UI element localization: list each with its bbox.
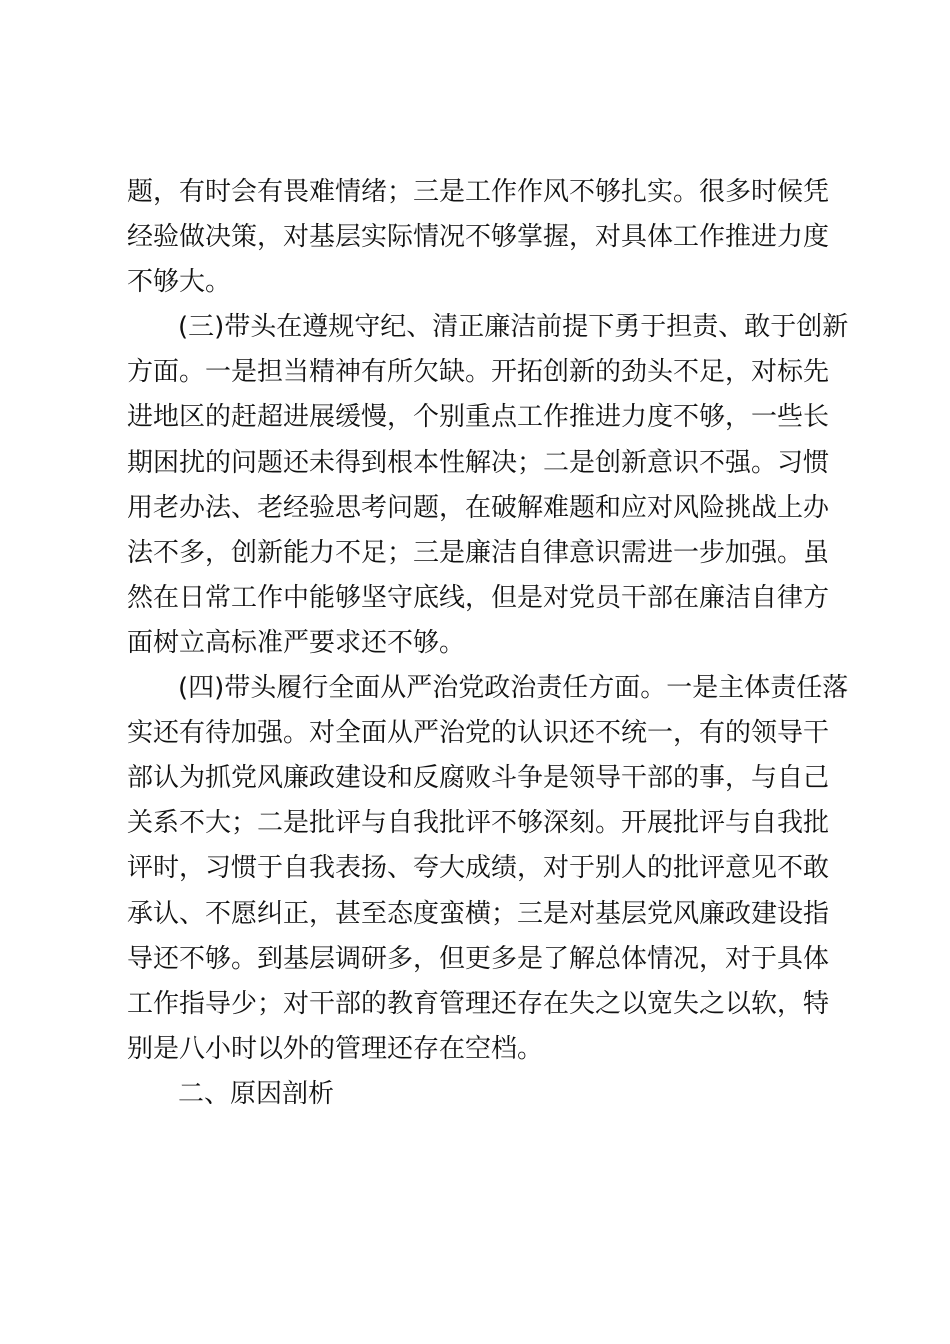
text-line: 面树立高标准严要求还不够。 xyxy=(127,627,466,658)
section-heading: 二、原因剖析 xyxy=(178,1078,335,1109)
text-line: 法不多，创新能力不足；三是廉洁自律意识需进一步加强。虽 xyxy=(127,537,830,568)
paragraph-section-three xyxy=(127,305,849,666)
text-line: 用老办法、老经验思考问题，在破解难题和应对风险挑战上办 xyxy=(127,492,830,523)
text-line: (四)带头履行全面从严治党政治责任方面。一是主体责任落 xyxy=(178,673,849,704)
text-line: 实还有待加强。对全面从严治党的认识还不统一，有的领导干 xyxy=(127,718,830,749)
paragraph-section-four xyxy=(127,666,849,1072)
text-line: 方面。一是担当精神有所欠缺。开拓创新的劲头不足，对标先 xyxy=(127,357,830,388)
text-line: 然在日常工作中能够坚守底线，但是对党员干部在廉洁自律方 xyxy=(127,582,830,613)
text-line: 关系不大；二是批评与自我批评不够深刻。开展批评与自我批 xyxy=(127,808,830,839)
text-line: 经验做决策，对基层实际情况不够掌握，对具体工作推进力度 xyxy=(127,222,830,253)
text-line: 工作指导少；对干部的教育管理还存在失之以宽失之以软，特 xyxy=(127,988,830,1019)
text-line: 导还不够。到基层调研多，但更多是了解总体情况，对于具体 xyxy=(127,943,830,974)
document-page xyxy=(127,170,849,1117)
text-line: 不够大。 xyxy=(127,267,232,298)
text-line: (三)带头在遵规守纪、清正廉洁前提下勇于担责、敢于创新 xyxy=(178,312,849,343)
text-line: 评时，习惯于自我表扬、夸大成绩，对于别人的批评意见不敢 xyxy=(127,853,830,884)
text-line: 别是八小时以外的管理还存在空档。 xyxy=(127,1033,544,1064)
text-line: 承认、不愿纠正，甚至态度蛮横；三是对基层党风廉政建设指 xyxy=(127,898,830,929)
text-line: 进地区的赶超进展缓慢，个别重点工作推进力度不够，一些长 xyxy=(127,402,830,433)
text-line: 题，有时会有畏难情绪；三是工作作风不够扎实。很多时候凭 xyxy=(127,177,830,207)
paragraph-continued xyxy=(127,170,830,305)
text-line: 部认为抓党风廉政建设和反腐败斗争是领导干部的事，与自己 xyxy=(127,763,830,794)
text-line: 期困扰的问题还未得到根本性解决；二是创新意识不强。习惯 xyxy=(127,447,830,478)
